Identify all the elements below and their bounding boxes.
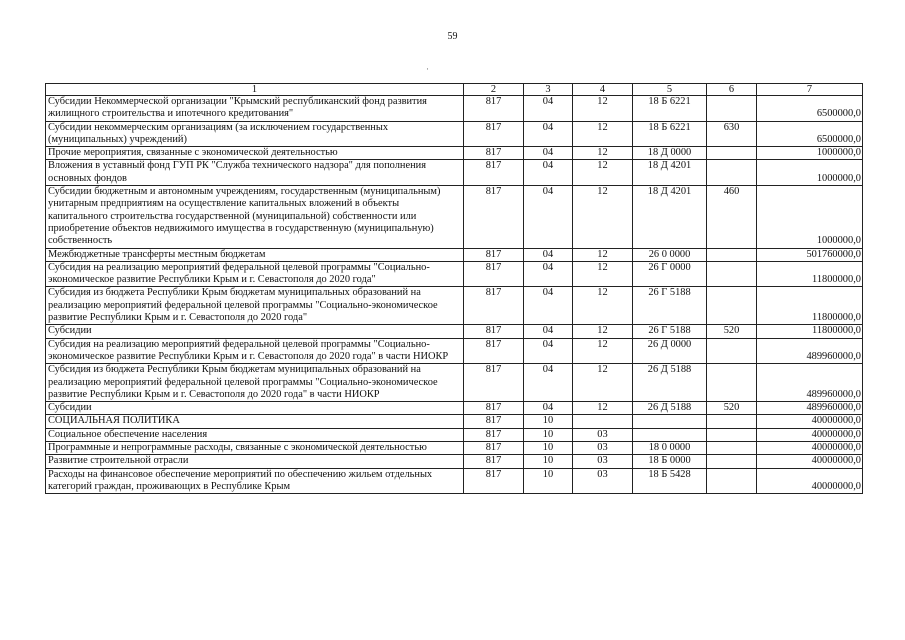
code-cell: 817 bbox=[464, 338, 524, 364]
code-cell: 817 bbox=[464, 248, 524, 261]
code-cell: 817 bbox=[464, 261, 524, 287]
amount-cell: 1000000,0 bbox=[757, 160, 863, 186]
section-cell: 04 bbox=[524, 121, 573, 147]
amount-cell: 489960000,0 bbox=[757, 338, 863, 364]
row-name: Субсидия из бюджета Республики Крым бюджетам муниципальных образований на реализацию мероприятий федеральной целевой программы "Социально-экономическое развитие Республики Крым и г. Севастополя до 2020 года" в части НИОКР bbox=[46, 364, 464, 402]
amount-cell: 1000000,0 bbox=[757, 147, 863, 160]
expense-type-cell bbox=[707, 160, 757, 186]
scan-mark: · bbox=[426, 64, 429, 74]
table-row bbox=[46, 121, 863, 147]
code-cell: 817 bbox=[464, 287, 524, 325]
subsection-cell: 12 bbox=[573, 248, 633, 261]
header-row bbox=[46, 84, 863, 96]
amount-cell: 40000000,0 bbox=[757, 415, 863, 428]
target-article-cell: 26 Г 5188 bbox=[633, 325, 707, 338]
target-article-cell bbox=[633, 428, 707, 441]
expense-type-cell bbox=[707, 468, 757, 494]
target-article-cell: 26 Д 5188 bbox=[633, 402, 707, 415]
row-name: Социальное обеспечение населения bbox=[46, 428, 464, 441]
expense-type-cell bbox=[707, 147, 757, 160]
amount-cell: 11800000,0 bbox=[757, 325, 863, 338]
subsection-cell: 12 bbox=[573, 147, 633, 160]
section-cell: 04 bbox=[524, 338, 573, 364]
row-name: Расходы на финансовое обеспечение мероприятий по обеспечению жильем отдельных категорий граждан, проживающих в Республике Крым bbox=[46, 468, 464, 494]
table-row bbox=[46, 96, 863, 122]
section-cell: 04 bbox=[524, 325, 573, 338]
column-header: 1 bbox=[46, 84, 464, 96]
target-article-cell: 18 Д 4201 bbox=[633, 186, 707, 248]
expense-type-cell: 630 bbox=[707, 121, 757, 147]
row-name: Развитие строительной отрасли bbox=[46, 455, 464, 468]
amount-cell: 40000000,0 bbox=[757, 455, 863, 468]
expense-type-cell bbox=[707, 428, 757, 441]
expense-type-cell bbox=[707, 442, 757, 455]
code-cell: 817 bbox=[464, 186, 524, 248]
expense-type-cell: 460 bbox=[707, 186, 757, 248]
code-cell: 817 bbox=[464, 428, 524, 441]
expense-type-cell bbox=[707, 248, 757, 261]
target-article-cell: 18 Б 6221 bbox=[633, 121, 707, 147]
subsection-cell: 12 bbox=[573, 325, 633, 338]
budget-table bbox=[45, 83, 863, 494]
subsection-cell: 12 bbox=[573, 402, 633, 415]
section-cell: 10 bbox=[524, 455, 573, 468]
amount-cell: 1000000,0 bbox=[757, 186, 863, 248]
column-header: 5 bbox=[633, 84, 707, 96]
column-header: 4 bbox=[573, 84, 633, 96]
row-name: Субсидия из бюджета Республики Крым бюджетам муниципальных образований на реализацию мероприятий федеральной целевой программы "Социально-экономическое развитие Республики Крым и г. Севастополя до 2020 года" bbox=[46, 287, 464, 325]
section-cell: 04 bbox=[524, 261, 573, 287]
target-article-cell: 18 Б 6221 bbox=[633, 96, 707, 122]
row-name: Субсидия на реализацию мероприятий федеральной целевой программы "Социально-экономическое развитие Республики Крым и г. Севастополя до 2020 года" bbox=[46, 261, 464, 287]
target-article-cell: 18 Д 4201 bbox=[633, 160, 707, 186]
code-cell: 817 bbox=[464, 96, 524, 122]
amount-cell: 489960000,0 bbox=[757, 364, 863, 402]
section-cell: 10 bbox=[524, 415, 573, 428]
column-header: 6 bbox=[707, 84, 757, 96]
amount-cell: 11800000,0 bbox=[757, 261, 863, 287]
subsection-cell bbox=[573, 415, 633, 428]
target-article-cell: 26 Г 5188 bbox=[633, 287, 707, 325]
section-cell: 10 bbox=[524, 468, 573, 494]
target-article-cell: 26 0 0000 bbox=[633, 248, 707, 261]
row-name: Субсидии некоммерческим организациям (за исключением государственных (муниципальных) учреждений) bbox=[46, 121, 464, 147]
target-article-cell bbox=[633, 415, 707, 428]
row-name: Субсидии бюджетным и автономным учреждениям, государственным (муниципальным) унитарным предприятиям на осуществление капитальных вложений в объекты капитального строительства государственной (муниципальной) собственности или приобретение объектов недвижимого имущества в государственную (муниципальную) собственность bbox=[46, 186, 464, 248]
subsection-cell: 12 bbox=[573, 121, 633, 147]
section-cell: 04 bbox=[524, 186, 573, 248]
expense-type-cell bbox=[707, 338, 757, 364]
subsection-cell: 12 bbox=[573, 261, 633, 287]
subsection-cell: 03 bbox=[573, 428, 633, 441]
row-name: Субсидия на реализацию мероприятий федеральной целевой программы "Социально-экономическое развитие Республики Крым и г. Севастополя до 2020 года" в части НИОКР bbox=[46, 338, 464, 364]
subsection-cell: 03 bbox=[573, 442, 633, 455]
code-cell: 817 bbox=[464, 455, 524, 468]
page-number: 59 bbox=[447, 31, 458, 42]
target-article-cell: 18 Д 0000 bbox=[633, 147, 707, 160]
table-row bbox=[46, 364, 863, 402]
row-name: Межбюджетные трансферты местным бюджетам bbox=[46, 248, 464, 261]
code-cell: 817 bbox=[464, 468, 524, 494]
amount-cell: 6500000,0 bbox=[757, 121, 863, 147]
amount-cell: 40000000,0 bbox=[757, 468, 863, 494]
section-cell: 10 bbox=[524, 428, 573, 441]
amount-cell: 489960000,0 bbox=[757, 402, 863, 415]
table-row bbox=[46, 186, 863, 248]
column-header: 2 bbox=[464, 84, 524, 96]
table-row bbox=[46, 428, 863, 441]
section-cell: 04 bbox=[524, 287, 573, 325]
row-name: Прочие мероприятия, связанные с экономической деятельностью bbox=[46, 147, 464, 160]
amount-cell: 6500000,0 bbox=[757, 96, 863, 122]
row-name: Программные и непрограммные расходы, связанные с экономической деятельностью bbox=[46, 442, 464, 455]
row-name: Субсидии bbox=[46, 402, 464, 415]
code-cell: 817 bbox=[464, 415, 524, 428]
expense-type-cell bbox=[707, 364, 757, 402]
table-row bbox=[46, 415, 863, 428]
target-article-cell: 26 Д 5188 bbox=[633, 364, 707, 402]
row-name: СОЦИАЛЬНАЯ ПОЛИТИКА bbox=[46, 415, 464, 428]
code-cell: 817 bbox=[464, 121, 524, 147]
expense-type-cell bbox=[707, 96, 757, 122]
target-article-cell: 18 Б 5428 bbox=[633, 468, 707, 494]
section-cell: 04 bbox=[524, 147, 573, 160]
table-row bbox=[46, 455, 863, 468]
section-cell: 10 bbox=[524, 442, 573, 455]
table-row bbox=[46, 147, 863, 160]
subsection-cell: 12 bbox=[573, 338, 633, 364]
section-cell: 04 bbox=[524, 364, 573, 402]
code-cell: 817 bbox=[464, 160, 524, 186]
table-row bbox=[46, 325, 863, 338]
target-article-cell: 26 Г 0000 bbox=[633, 261, 707, 287]
amount-cell: 501760000,0 bbox=[757, 248, 863, 261]
table-row bbox=[46, 442, 863, 455]
table-row bbox=[46, 338, 863, 364]
code-cell: 817 bbox=[464, 442, 524, 455]
subsection-cell: 03 bbox=[573, 455, 633, 468]
subsection-cell: 03 bbox=[573, 468, 633, 494]
row-name: Субсидии bbox=[46, 325, 464, 338]
target-article-cell: 18 0 0000 bbox=[633, 442, 707, 455]
column-header: 7 bbox=[757, 84, 863, 96]
row-name: Субсидии Некоммерческой организации "Крымский республиканский фонд развития жилищного строительства и ипотечного кредитования" bbox=[46, 96, 464, 122]
section-cell: 04 bbox=[524, 402, 573, 415]
expense-type-cell bbox=[707, 287, 757, 325]
target-article-cell: 18 Б 0000 bbox=[633, 455, 707, 468]
expense-type-cell bbox=[707, 455, 757, 468]
section-cell: 04 bbox=[524, 96, 573, 122]
column-header: 3 bbox=[524, 84, 573, 96]
table-row bbox=[46, 287, 863, 325]
subsection-cell: 12 bbox=[573, 160, 633, 186]
subsection-cell: 12 bbox=[573, 96, 633, 122]
code-cell: 817 bbox=[464, 147, 524, 160]
subsection-cell: 12 bbox=[573, 287, 633, 325]
code-cell: 817 bbox=[464, 364, 524, 402]
section-cell: 04 bbox=[524, 160, 573, 186]
expense-type-cell: 520 bbox=[707, 325, 757, 338]
expense-type-cell: 520 bbox=[707, 402, 757, 415]
subsection-cell: 12 bbox=[573, 186, 633, 248]
section-cell: 04 bbox=[524, 248, 573, 261]
code-cell: 817 bbox=[464, 325, 524, 338]
table-row bbox=[46, 468, 863, 494]
amount-cell: 40000000,0 bbox=[757, 442, 863, 455]
amount-cell: 40000000,0 bbox=[757, 428, 863, 441]
table-row bbox=[46, 248, 863, 261]
table-row bbox=[46, 261, 863, 287]
expense-type-cell bbox=[707, 261, 757, 287]
table-row bbox=[46, 160, 863, 186]
table-row bbox=[46, 402, 863, 415]
subsection-cell: 12 bbox=[573, 364, 633, 402]
amount-cell: 11800000,0 bbox=[757, 287, 863, 325]
row-name: Вложения в уставный фонд ГУП РК "Служба технического надзора" для пополнения основных фондов bbox=[46, 160, 464, 186]
expense-type-cell bbox=[707, 415, 757, 428]
target-article-cell: 26 Д 0000 bbox=[633, 338, 707, 364]
code-cell: 817 bbox=[464, 402, 524, 415]
